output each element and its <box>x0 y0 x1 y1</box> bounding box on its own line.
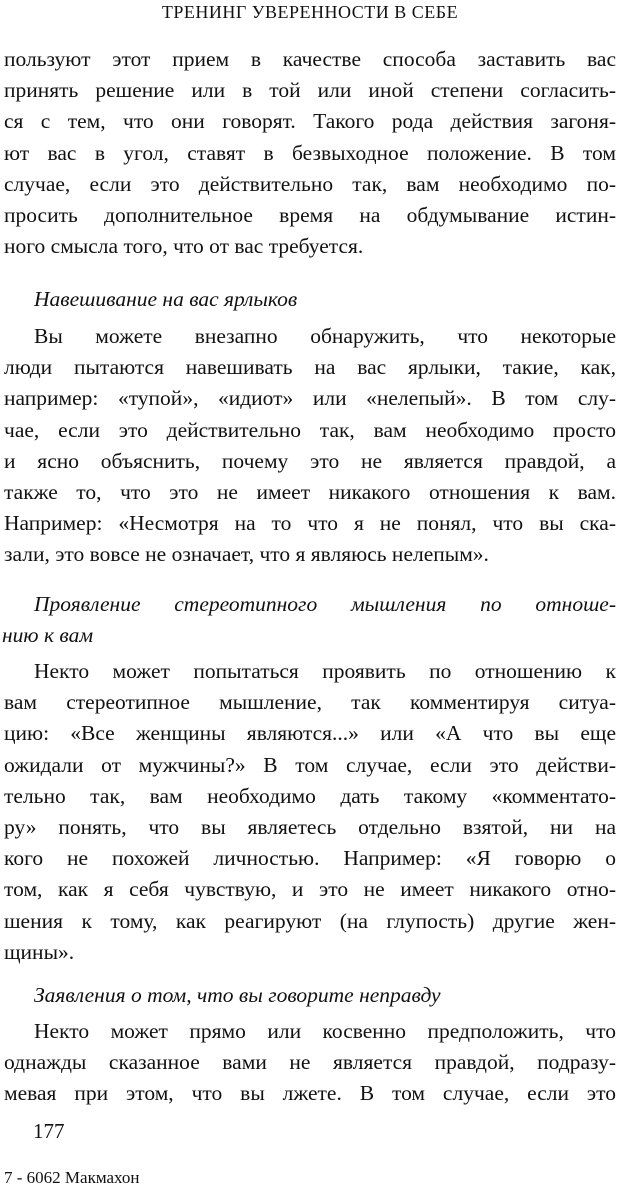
text-line: ся с тем, что они говорят. Такого рода действия загоня- <box>4 109 616 134</box>
text-line: Некто может попытаться проявить по отношению к <box>34 659 616 683</box>
text-line: том, как я себя чувствую, и это не имеет никакого отно- <box>4 877 616 902</box>
text-line: кого не похожей личностью. Например: «Я говорю о <box>4 846 616 871</box>
text-line: мевая при этом, что вы лжете. В том случае, если это <box>4 1081 616 1106</box>
section-heading-2 <box>2 589 616 651</box>
text-line: просить дополнительное время на обдумывание истин- <box>4 203 616 228</box>
text-line: тельно так, вам необходимо дать такому «комментато- <box>4 783 616 808</box>
heading-line: Навешивание на вас ярлыков <box>34 287 298 311</box>
heading-line: Заявления о том, что вы говорите неправду <box>34 983 441 1007</box>
page-number: 177 <box>33 1119 65 1143</box>
text-line: шения к тому, как реагируют (на глупость) другие жен- <box>4 908 616 933</box>
text-line: случае, если это действительно так, вам необходимо по- <box>4 171 616 196</box>
text-line: люди пытаются навешивать на вас ярлыки, такие, как, <box>4 355 616 380</box>
text-line: Например: «Несмотря на то что я не понял, что вы ска- <box>4 511 616 536</box>
paragraph-1 <box>4 44 616 262</box>
section-heading-1 <box>34 284 616 315</box>
text-line: зали, это вовсе не означает, что я являюсь нелепым». <box>4 542 489 567</box>
text-line: чае, если это действительно так, вам необходимо просто <box>4 417 616 442</box>
heading-line: нию к вам <box>2 623 94 648</box>
text-line: цию: «Все женщины являются...» или «А что вы еще <box>4 721 616 746</box>
text-line: Вы можете внезапно обнаружить, что некоторые <box>34 324 616 348</box>
text-line: также то, что это не имеет никакого отношения к вам. <box>4 480 616 505</box>
running-head: ТРЕНИНГ УВЕРЕННОСТИ В СЕБЕ <box>161 2 459 22</box>
printer-imprint: 7 - 6062 Макмахон <box>4 1168 140 1187</box>
text-line: ру» понять, что вы являетесь отдельно взятой, ни на <box>4 815 616 840</box>
text-line: вам стереотипное мышление, так комментируя ситуа- <box>4 690 616 715</box>
text-line: ожидали от мужчины?» В том случае, если это действи- <box>4 752 616 777</box>
text-line: однажды сказанное вами не является правдой, подразу- <box>4 1050 616 1075</box>
text-line: и ясно объяснить, почему это не является правдой, а <box>4 448 616 473</box>
text-line: Некто может прямо или косвенно предположить, что <box>34 1019 616 1043</box>
text-line: пользуют этот прием в качестве способа заставить вас <box>4 47 616 71</box>
paragraph-2 <box>4 321 616 571</box>
section-heading-3 <box>34 980 616 1011</box>
text-line: ют вас в угол, ставят в безвыходное положение. В том <box>4 140 616 165</box>
text-line: например: «тупой», «идиот» или «нелепый». В том слу- <box>4 386 616 411</box>
paragraph-3 <box>4 656 616 968</box>
paragraph-4 <box>4 1016 616 1110</box>
text-line: ного смысла того, что от вас требуется. <box>4 234 364 259</box>
text-line: принять решение или в той или иной степени согласить- <box>4 78 616 103</box>
heading-line: Проявление стереотипного мышления по отноше- <box>34 592 616 616</box>
text-line: щины». <box>4 939 75 964</box>
